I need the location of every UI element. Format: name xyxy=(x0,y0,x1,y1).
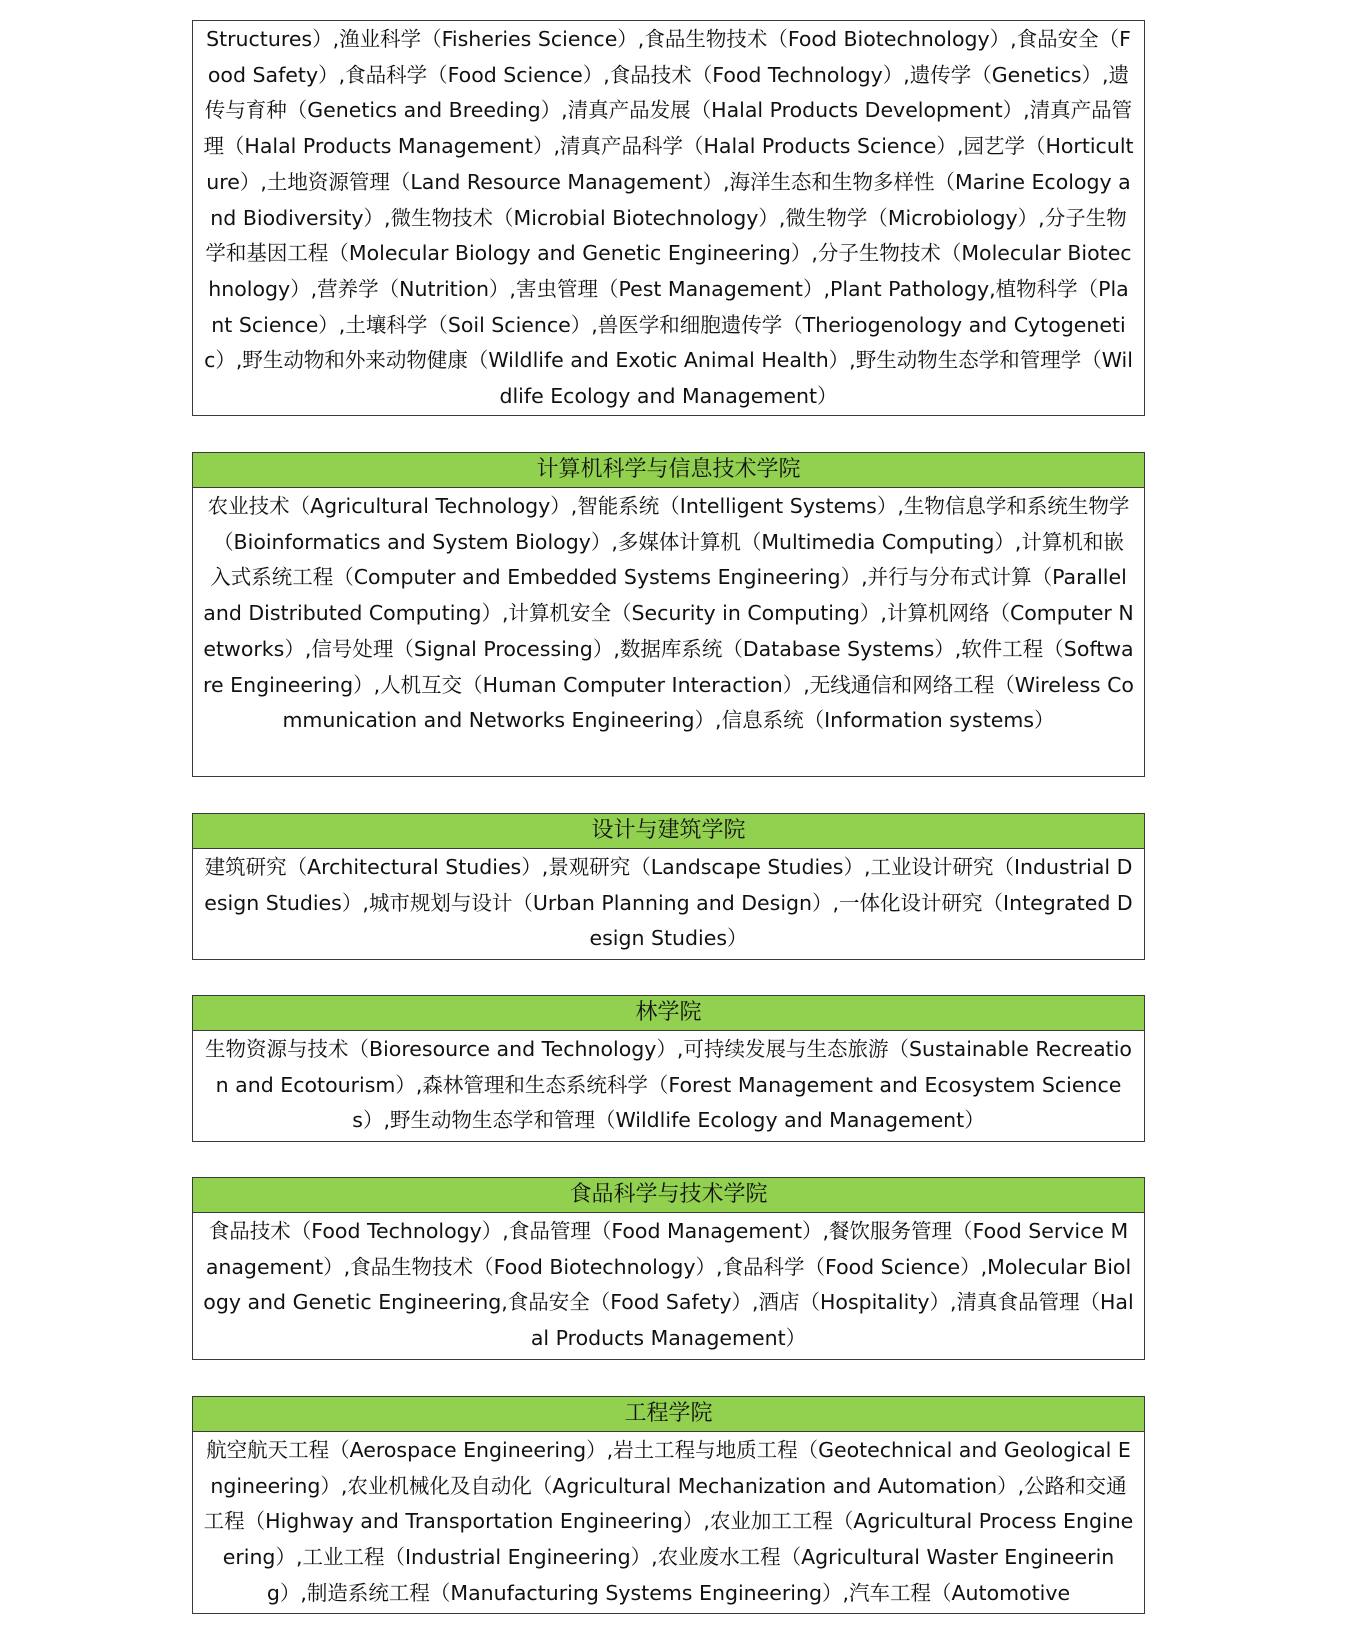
faculty-header: 设计与建筑学院 xyxy=(193,814,1144,849)
faculty-table-food-science xyxy=(192,1177,1145,1360)
faculty-table-forestry xyxy=(192,995,1145,1142)
faculty-header: 林学院 xyxy=(193,996,1144,1031)
majors-list: 航空航天工程（Aerospace Engineering）,岩土工程与地质工程（Geotechnical and Geological Engineering）,农业机械化及自动化（Agricultural Mechanization and Automation）,公路和交通工程（Highway and Transportation Engineering）,农业加工工程（Agricultural Process Engineering）,工业工程（Industrial Engineering）,农业废水工程（Agricultural Waster Engineering）,制造系统工程（Manufacturing Systems Engineering）,汽车工程（Automotive xyxy=(203,1438,1134,1605)
majors-list: Structures）,渔业科学（Fisheries Science）,食品生物技术（Food Biotechnology）,食品安全（Food Safety）,食品科学（Food Science）,食品技术（Food Technology）,遗传学（Genetics）,遗传与育种（Genetics and Breeding）,清真产品发展（Halal Products Development）,清真产品管理（Halal Products Management）,清真产品科学（Halal Products Science）,园艺学（Horticulture）,土地资源管理（Land Resource Management）,海洋生态和生物多样性（Marine Ecology and Biodiversity）,微生物技术（Microbial Biotechnology）,微生物学（Microbiology）,分子生物学和基因工程（Molecular Biology and Genetic Engineering）,分子生物技术（Molecular Biotechnology）,营养学（Nutrition）,害虫管理（Pest Management）,Plant Pathology,植物科学（Plant Science）,土壤科学（Soil Science）,兽医学和细胞遗传学（Theriogenology and Cytogenetic）,野生动物和外来动物健康（Wildlife and Exotic Animal Health）,野生动物生态学和管理学（Wildlife Ecology and Management） xyxy=(203,27,1134,409)
faculty-table-computer-science xyxy=(192,452,1145,777)
majors-list: 建筑研究（Architectural Studies）,景观研究（Landscape Studies）,工业设计研究（Industrial Design Studies）,城市规划与设计（Urban Planning and Design）,一体化设计研究（Integrated Design Studies） xyxy=(204,855,1133,951)
faculty-table-design-architecture xyxy=(192,813,1145,960)
majors-list: 农业技术（Agricultural Technology）,智能系统（Intelligent Systems）,生物信息学和系统生物学（Bioinformatics and System Biology）,多媒体计算机（Multimedia Computing）,计算机和嵌入式系统工程（Computer and Embedded Systems Engineering）,并行与分布式计算（Parallel and Distributed Computing）,计算机安全（Security in Computing）,计算机网络（Computer Networks）,信号处理（Signal Processing）,数据库系统（Database Systems）,软件工程（Software Engineering）,人机互交（Human Computer Interaction）,无线通信和网络工程（Wireless Communication and Networks Engineering）,信息系统（Information systems） xyxy=(203,494,1134,733)
faculty-header: 计算机科学与信息技术学院 xyxy=(193,453,1144,488)
majors-list: 生物资源与技术（Bioresource and Technology）,可持续发展与生态旅游（Sustainable Recreation and Ecotourism）,森林管理和生态系统科学（Forest Management and Ecosystem Sciences）,野生动物生态学和管理（Wildlife Ecology and Management） xyxy=(205,1037,1132,1133)
majors-list: 食品技术（Food Technology）,食品管理（Food Management）,餐饮服务管理（Food Service Management）,食品生物技术（Food Biotechnology）,食品科学（Food Science）,Molecular Biology and Genetic Engineering,食品安全（Food Safety）,酒店（Hospitality）,清真食品管理（Halal Products Management） xyxy=(203,1219,1134,1351)
faculty-table-engineering xyxy=(192,1396,1145,1614)
faculty-header: 食品科学与技术学院 xyxy=(193,1178,1144,1213)
faculty-header: 工程学院 xyxy=(193,1397,1144,1432)
faculty-table-continued xyxy=(192,20,1145,416)
